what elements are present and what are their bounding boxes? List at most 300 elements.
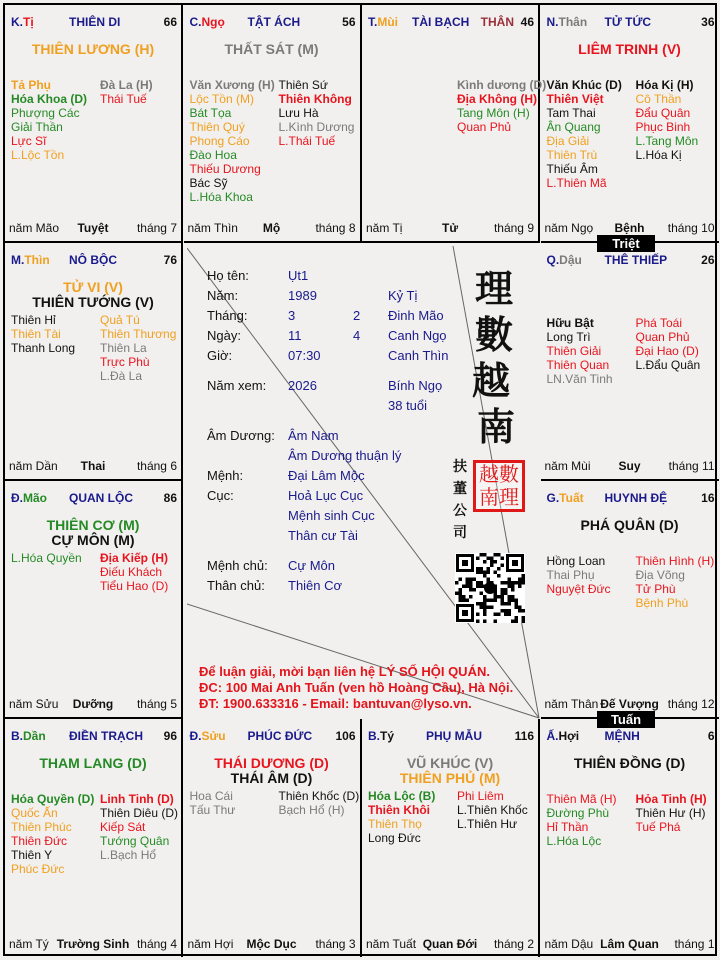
minor-star: Trực Phù: [100, 355, 150, 369]
palace-age: 76: [163, 253, 177, 267]
palace-branch: Tý: [380, 729, 395, 743]
main-star: THIÊN LƯƠNG (H): [31, 41, 155, 57]
palace-name: ĐIỀN TRẠCH: [69, 729, 143, 743]
palace-stem: N.: [546, 15, 559, 29]
palace-month: tháng 8: [315, 221, 356, 235]
main-star: LIÊM TRINH (V): [578, 41, 681, 57]
palace-stem: Đ.: [189, 729, 202, 743]
minor-star: Quả Tú: [100, 313, 140, 327]
palace-phúc-đức[interactable]: [184, 719, 362, 957]
minor-stars-left: [11, 551, 82, 565]
minor-star: Phá Toái: [635, 316, 682, 330]
palace-nô-bộc[interactable]: [5, 243, 183, 481]
minor-star: L.Thiên Mã: [546, 176, 607, 190]
palace-phase: Tử: [441, 221, 459, 235]
palace-code: [368, 15, 398, 29]
main-stars: [5, 280, 181, 310]
palace-year: năm Mão: [9, 221, 60, 235]
minor-star: L.Bạch Hổ: [100, 848, 157, 862]
palace-name: THÊ THIẾP: [604, 253, 668, 267]
palace-age: 106: [335, 729, 356, 743]
minor-star: Kình dương (D): [457, 78, 547, 92]
palace-branch: Sửu: [201, 729, 226, 743]
palace-month: tháng 10: [667, 221, 715, 235]
main-star: THIÊN PHỦ (M): [399, 770, 501, 786]
minor-star: Đường Phù: [546, 806, 610, 820]
palace-footer: [366, 937, 534, 951]
minor-star: Đại Hao (D): [635, 344, 699, 358]
palace-name: HUYNH ĐỆ: [604, 491, 668, 505]
minor-star: Đẩu Quân: [635, 106, 691, 120]
main-star: THAM LANG (D): [39, 755, 147, 771]
minor-star: Quan Phủ: [457, 120, 512, 134]
palace-footer: [545, 697, 715, 711]
year-label: Năm:: [207, 288, 239, 303]
palace-name: PHỤ MẪU: [426, 729, 482, 743]
contact-address: ĐC: 100 Mai Anh Tuấn (ven hồ Hoàng Cầu), Hà Nội.: [199, 680, 514, 695]
minor-star: Thiên Phúc: [11, 820, 72, 834]
palace-branch: Tuất: [559, 491, 584, 505]
minor-star: Hỉ Thần: [546, 820, 589, 834]
palace-footer: [188, 937, 356, 951]
palace-quan-lộc[interactable]: [5, 481, 183, 719]
name-label: Họ tên:: [207, 268, 249, 283]
main-star: THÁI DƯƠNG (D): [214, 755, 329, 771]
menh-chu-value: Cự Môn: [288, 558, 335, 573]
palace-stem: K.: [11, 15, 23, 29]
palace-age: 66: [163, 15, 177, 29]
palace-footer: [9, 459, 177, 473]
minor-star: Đào Hoa: [189, 148, 237, 162]
minor-star: Thanh Long: [11, 341, 76, 355]
minor-star: Bệnh Phù: [635, 596, 689, 610]
palace-age: 6: [707, 729, 715, 743]
minor-star: Địa Giải: [546, 134, 590, 148]
minor-star: Quốc Ấn: [11, 806, 58, 820]
minor-star: Thiên Quan: [546, 358, 610, 372]
view-year-can-chi: Bính Ngọ: [388, 378, 443, 393]
day-can-chi: Canh Ngọ: [388, 328, 447, 343]
minor-star: Tướng Quân: [100, 834, 170, 848]
palace-header: [11, 253, 177, 269]
main-star: CỰ MÔN (M): [51, 532, 135, 548]
minor-star: Thiên Mã (H): [546, 792, 617, 806]
main-stars: [5, 518, 181, 548]
main-stars: [541, 756, 719, 771]
minor-star: Điếu Khách: [100, 565, 163, 579]
palace-year: năm Thìn: [187, 221, 238, 235]
menh-chu-label: Mệnh chủ:: [207, 558, 268, 573]
cuc-note-1: Mệnh sinh Cục: [288, 508, 375, 523]
palace-age: 36: [701, 15, 715, 29]
cuc-label: Cục:: [207, 488, 234, 503]
palace-branch: Dậu: [559, 253, 582, 267]
main-star: THIÊN TƯỚNG (V): [32, 294, 154, 310]
minor-star: Tấu Thư: [189, 803, 236, 817]
palace-header: [547, 729, 715, 745]
cuc-value: Hoả Lục Cục: [288, 488, 364, 503]
palace-branch: Mão: [23, 491, 47, 505]
palace-footer: [9, 697, 177, 711]
minor-star: Phượng Các: [11, 106, 80, 120]
palace-footer: [366, 221, 534, 235]
minor-star: Văn Khúc (D): [546, 78, 622, 92]
minor-star: Tiểu Hao (D): [100, 579, 169, 593]
minor-stars-left: [11, 313, 75, 355]
palace-stem: C.: [189, 15, 202, 29]
minor-star: Phục Binh: [635, 120, 691, 134]
minor-star: Hỏa Tinh (H): [635, 792, 707, 806]
minor-star: Thiên Khôi: [368, 803, 430, 817]
palace-branch: Thân: [558, 15, 588, 29]
palace-age: 116: [514, 729, 534, 743]
palace-year: năm Tuất: [366, 937, 417, 951]
minor-stars-right: [100, 78, 153, 106]
main-star: THIÊN ĐỒNG (D): [573, 755, 686, 771]
minor-stars-right: [636, 792, 707, 834]
main-star: THÁI ÂM (D): [230, 770, 313, 786]
day-lunar: 4: [353, 328, 361, 343]
palace-branch: Hợi: [558, 729, 580, 743]
qr-code: [455, 553, 525, 623]
triet-badge: Triệt: [597, 235, 655, 252]
palace-phase: Trường Sinh: [56, 937, 130, 951]
palace-code: [547, 729, 580, 743]
minor-stars-left: [547, 78, 622, 190]
palace-age: 86: [163, 491, 177, 505]
minor-star: Thiên Diêu (D): [100, 806, 179, 820]
minor-star: Thiên Tài: [11, 327, 61, 341]
palace-stem: T.: [368, 15, 378, 29]
minor-star: Tử Phù: [635, 582, 676, 596]
minor-stars-left: [547, 792, 617, 848]
minor-stars-right: [279, 78, 355, 148]
palace-phase: Mộc Dục: [246, 937, 297, 951]
minor-star: L.Lộc Tồn: [11, 148, 65, 162]
minor-star: Phúc Đức: [11, 862, 65, 876]
palace-name: TỬ TỨC: [604, 15, 652, 29]
main-star: THẤT SÁT (M): [224, 41, 319, 57]
minor-star: L.Hóa Khoa: [189, 190, 253, 204]
year-can-chi: Kỷ Tị: [388, 288, 418, 303]
main-stars: [541, 518, 719, 533]
cuc-note-2: Thân cư Tài: [288, 528, 358, 543]
am-duong-value: Âm Nam: [288, 428, 339, 443]
palace-stem: M.: [11, 253, 25, 267]
minor-stars-right: [457, 789, 528, 831]
day-label: Ngày:: [207, 328, 241, 343]
palace-stem: B.: [11, 729, 23, 743]
minor-star: Phong Cáo: [189, 134, 250, 148]
palace-phase: Mộ: [262, 221, 281, 235]
minor-star: Long Đức: [368, 831, 421, 845]
palace-mệnh[interactable]: [541, 719, 719, 957]
palace-month: tháng 11: [668, 459, 715, 473]
palace-thiên-di[interactable]: [5, 5, 183, 243]
year-value: 1989: [288, 288, 317, 303]
main-star: TỬ VI (V): [63, 279, 123, 295]
palace-age: 46: [520, 15, 534, 29]
contact-phone-email[interactable]: ĐT: 1900.633316 - Email: bantuvan@lyso.vn.: [199, 696, 472, 711]
minor-star: LN.Văn Tinh: [546, 372, 613, 386]
minor-star: Hóa Kị (H): [635, 78, 694, 92]
palace-code: [11, 729, 46, 743]
minor-star: Thiên Thọ: [368, 817, 422, 831]
minor-star: Thiên Hư (H): [635, 806, 706, 820]
palace-code: [11, 253, 50, 267]
minor-star: Thai Phụ: [546, 568, 595, 582]
palace-month: tháng 2: [493, 937, 534, 951]
age-value: 38 tuổi: [388, 398, 428, 413]
la-so-chart: [3, 3, 717, 956]
minor-star: Kiếp Sát: [100, 820, 146, 834]
minor-stars-left: [368, 789, 435, 845]
minor-star: Hóa Quyền (D): [11, 792, 95, 806]
minor-stars-left: [11, 792, 94, 876]
than-marker: THÂN: [480, 15, 514, 29]
minor-star: Quan Phủ: [635, 330, 690, 344]
palace-branch: Dần: [23, 729, 46, 743]
minor-star: Bác Sỹ: [189, 176, 228, 190]
palace-tật-ách[interactable]: [184, 5, 362, 243]
menh-value: Đại Lâm Mộc: [288, 468, 365, 483]
minor-star: Thiên Đức: [11, 834, 68, 848]
palace-code: [547, 491, 584, 505]
minor-star: Cô Thần: [635, 92, 682, 106]
month-can-chi: Đinh Mão: [388, 308, 444, 323]
minor-star: L.Tang Môn: [635, 134, 699, 148]
palace-code: [190, 729, 226, 743]
red-seal-stamp: 越數 南理: [473, 460, 525, 512]
palace-footer: [188, 221, 356, 235]
minor-stars-right: [636, 78, 699, 162]
minor-star: Địa Võng: [635, 568, 685, 582]
palace-month: tháng 9: [493, 221, 534, 235]
palace-phụ-mẫu[interactable]: [362, 719, 540, 957]
main-star: PHÁ QUÂN (D): [580, 517, 679, 533]
minor-stars-right: [636, 316, 701, 372]
palace-branch: Tị: [23, 15, 34, 29]
than-chu-label: Thân chủ:: [207, 578, 265, 593]
am-duong-label: Âm Dương:: [207, 428, 275, 443]
minor-star: Lực Sĩ: [11, 134, 47, 148]
palace-year: năm Thân: [544, 697, 599, 711]
palace-year: năm Tý: [9, 937, 49, 951]
minor-star: Thiên Trù: [546, 148, 598, 162]
minor-stars-right: [636, 554, 715, 610]
month-lunar: 2: [353, 308, 361, 323]
palace-header: [190, 15, 356, 31]
palace-month: tháng 7: [136, 221, 177, 235]
palace-phase: Thai: [80, 459, 106, 473]
palace-stem: Ấ.: [546, 729, 559, 743]
palace-footer: [9, 221, 177, 235]
minor-stars-right: [100, 551, 168, 593]
minor-star: Thiên Hình (H): [635, 554, 715, 568]
minor-star: Long Trì: [546, 330, 591, 344]
month-value: 3: [288, 308, 296, 323]
palace-code: [547, 253, 582, 267]
palace-phase: Lâm Quan: [600, 937, 659, 951]
palace-tài-bạch[interactable]: [362, 5, 547, 243]
menh-label: Mệnh:: [207, 468, 244, 483]
palace-stem: Đ.: [11, 491, 23, 505]
minor-star: Phi Liêm: [457, 789, 504, 803]
minor-stars-left: [547, 554, 611, 596]
view-year-value: 2026: [288, 378, 317, 393]
minor-star: Địa Kiếp (H): [100, 551, 169, 565]
palace-month: tháng 3: [315, 937, 356, 951]
palace-year: năm Ngọ: [544, 221, 594, 235]
palace-code: [11, 15, 34, 29]
minor-stars-left: [11, 78, 87, 162]
palace-year: năm Sửu: [9, 697, 59, 711]
hour-can-chi: Canh Thìn: [388, 348, 449, 363]
palace-month: tháng 4: [136, 937, 177, 951]
minor-star: Thái Tuế: [100, 92, 147, 106]
main-star: THIÊN CƠ (M): [46, 517, 140, 533]
palace-branch: Ngọ: [201, 15, 225, 29]
palace-month: tháng 12: [667, 697, 715, 711]
palace-branch: Thìn: [24, 253, 50, 267]
palace-thê-thiếp[interactable]: [541, 243, 719, 481]
palace-year: năm Dậu: [544, 937, 594, 951]
palace-name: PHÚC ĐỨC: [247, 729, 313, 743]
main-stars: [184, 42, 360, 57]
palace-header: [11, 15, 177, 31]
palace-code: [11, 491, 47, 505]
palace-header: [368, 15, 534, 31]
minor-stars-right: [100, 792, 178, 862]
palace-year: năm Tị: [366, 221, 403, 235]
palace-header: [190, 729, 356, 745]
palace-tử-tức[interactable]: [541, 5, 719, 243]
minor-star: Linh Tinh (D): [100, 792, 174, 806]
main-stars: [5, 42, 181, 57]
palace-footer: [545, 459, 715, 473]
minor-star: L.Kình Dương: [278, 120, 355, 134]
minor-star: L.Hóa Kị: [635, 148, 682, 162]
month-label: Tháng:: [207, 308, 248, 323]
minor-star: Nguyệt Đức: [546, 582, 611, 596]
minor-stars-left: [190, 789, 236, 817]
view-year-label: Năm xem:: [207, 378, 267, 393]
minor-stars-right: [279, 789, 360, 817]
palace-điền-trạch[interactable]: [5, 719, 183, 957]
minor-star: Giải Thần: [11, 120, 63, 134]
minor-stars-right: [100, 313, 176, 383]
main-stars: [5, 756, 181, 771]
palace-code: [368, 729, 394, 743]
minor-star: Hồng Loan: [546, 554, 606, 568]
minor-star: Thiên Hỉ: [11, 313, 56, 327]
day-value: 11: [288, 328, 302, 343]
palace-header: [11, 491, 177, 507]
palace-age: 56: [342, 15, 356, 29]
palace-name: TẬT ÁCH: [247, 15, 301, 29]
minor-star: Thiên Thương: [100, 327, 177, 341]
minor-star: Hoa Cái: [189, 789, 233, 803]
minor-star: Thiên Sứ: [278, 78, 328, 92]
minor-stars-right: [457, 78, 546, 134]
palace-branch: Mùi: [377, 15, 399, 29]
palace-footer: [9, 937, 177, 951]
palace-header: [368, 729, 534, 745]
palace-header: [11, 729, 177, 745]
minor-star: L.Thiên Hư: [457, 817, 518, 831]
contact-line-1: Để luận giải, mời bạn liên hệ LÝ SỐ HỘI QUÁN.: [199, 664, 490, 679]
palace-huynh-đệ[interactable]: [541, 481, 719, 719]
palace-month: tháng 6: [136, 459, 177, 473]
palace-month: tháng 1: [674, 937, 715, 951]
minor-star: L.Thiên Khốc: [457, 803, 528, 817]
minor-star: Thiên Việt: [546, 92, 604, 106]
minor-star: Thiên Quý: [189, 120, 245, 134]
minor-star: L.Đẩu Quân: [635, 358, 701, 372]
name-value: Ụt1: [288, 268, 309, 283]
main-stars: [184, 756, 360, 786]
palace-footer: [545, 221, 715, 235]
palace-age: 96: [163, 729, 177, 743]
center-info-panel: Họ tên: Ụt1 Năm: 1989 Kỷ Tị Tháng: 3 2 Đinh Mão Ngày: 11 4 Canh Ngọ Giờ: 07:30 Canh Thìn Năm xem: 2026 Bính Ngọ 38 tuổi Âm Dương: Âm Nam Âm Dương thuận lý Mệnh: Đại Lâm Mộc Cục: Hoả Lục Cục Mệnh sinh Cục Thân cư Tài Mệnh chủ: Cự Môn Thân chủ: Thiên Cơ 理 數 越 南 扶 董 公 司 越數 南理 Để luận giải, mời bạn liên hệ LÝ SỐ HỘI QUÁN. ĐC: 100 Mai Anh Tuấn (ven hồ Hoàng Cầu), Hà Nội. ĐT: 1900.633316 - Email: bantuvan@lyso.vn.: [187, 246, 541, 720]
minor-stars-left: [547, 316, 613, 386]
minor-star: Thiên La: [100, 341, 147, 355]
palace-age: 16: [701, 491, 715, 505]
palace-name: THIÊN DI: [69, 15, 121, 29]
palace-header: [547, 491, 715, 507]
palace-header: [547, 15, 715, 31]
minor-star: Thiếu Dương: [189, 162, 261, 176]
minor-star: Thiên Y: [11, 848, 53, 862]
minor-star: Tam Thai: [546, 106, 596, 120]
palace-name: MỆNH: [604, 729, 640, 743]
minor-star: Thiên Giải: [546, 344, 602, 358]
palace-month: tháng 5: [136, 697, 177, 711]
palace-name: QUAN LỘC: [69, 491, 133, 505]
main-star: VŨ KHÚC (V): [406, 755, 494, 771]
palace-stem: B.: [368, 729, 380, 743]
palace-year: năm Dần: [9, 459, 58, 473]
minor-star: Thiên Không: [278, 92, 352, 106]
minor-star: Lộc Tồn (M): [189, 92, 254, 106]
palace-year: năm Hợi: [187, 937, 234, 951]
palace-name: TÀI BẠCH: [412, 15, 470, 29]
palace-phase: Suy: [618, 459, 641, 473]
palace-stem: G.: [546, 491, 560, 505]
palace-stem: Q.: [546, 253, 560, 267]
minor-star: Hóa Khoa (D): [11, 92, 87, 106]
minor-star: Bát Tọa: [189, 106, 232, 120]
minor-star: Thiếu Âm: [546, 162, 598, 176]
hour-value: 07:30: [288, 348, 321, 363]
minor-star: Lưu Hà: [278, 106, 319, 120]
main-stars: [362, 756, 538, 786]
minor-star: Tả Phụ: [11, 78, 52, 92]
minor-star: Tuế Phá: [635, 820, 681, 834]
minor-star: Ân Quang: [546, 120, 601, 134]
minor-star: Tang Môn (H): [457, 106, 530, 120]
palace-phase: Bệnh: [614, 221, 645, 235]
palace-phase: Đế Vượng: [600, 697, 659, 711]
palace-header: [547, 253, 715, 269]
main-stars: [541, 42, 719, 57]
minor-star: Thiên Khốc (D): [278, 789, 360, 803]
palace-code: [190, 15, 225, 29]
am-duong-note: Âm Dương thuận lý: [288, 448, 402, 463]
minor-star: Đà La (H): [100, 78, 153, 92]
hour-label: Giờ:: [207, 348, 233, 363]
palace-year: năm Mùi: [544, 459, 591, 473]
